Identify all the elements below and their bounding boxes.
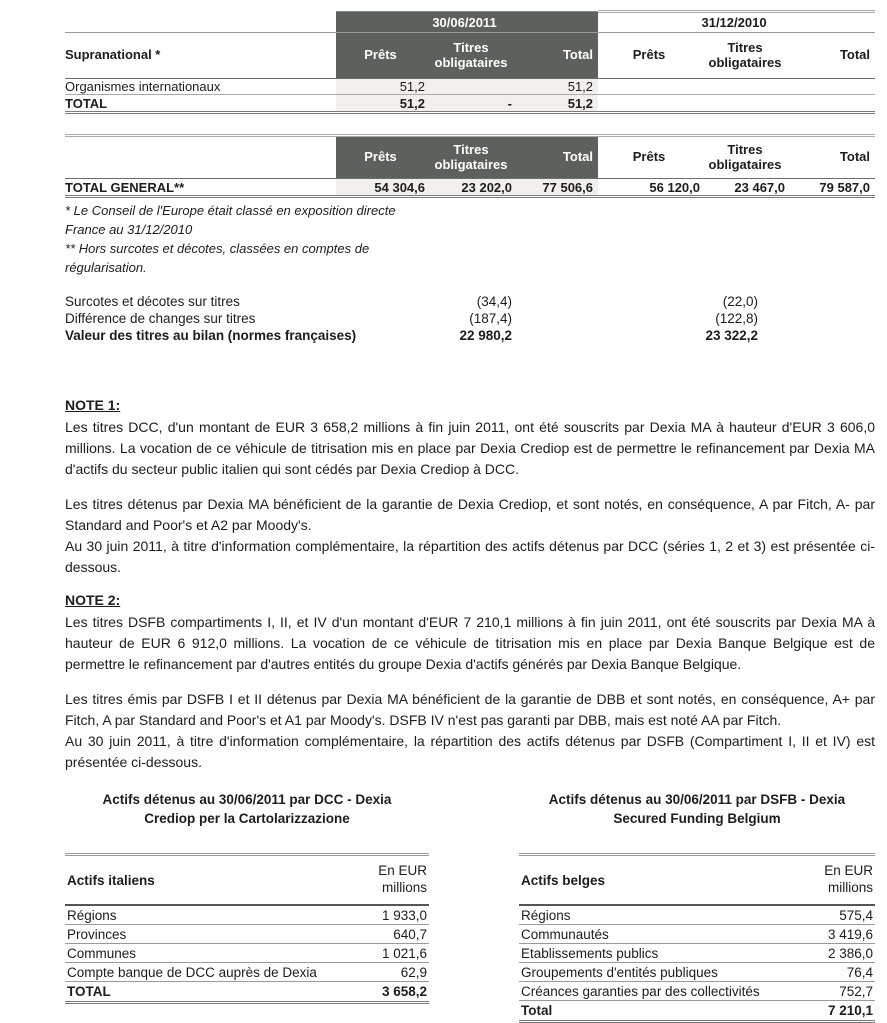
row-value: 640,7 [355,925,429,944]
adjustment-value-2011: 22 980,2 [459,328,512,344]
table-total-row [65,95,875,113]
table-row [519,944,875,963]
dcc-assets-table [65,791,429,1023]
bottom-tables [65,791,875,1023]
total-general-table [65,134,875,198]
adjustment-value-2010: (22,0) [722,294,758,310]
row-label: Régions [519,905,801,925]
cell [790,79,875,95]
column-header-row [65,33,875,79]
note-1-paragraph: Au 30 juin 2011, à titre d'information complémentaire, la répartition des actifs détenus par DCC (séries 1, 2 et 3) est présentée ci-dessous. [65,538,875,576]
cell [705,79,790,95]
dcc-header-row [65,855,429,906]
table-row [65,925,429,944]
cell: 51,2 [517,79,598,95]
empty-cell [65,12,336,33]
cell: 51,2 [336,79,430,95]
col-prets-2011: Prêts [336,33,430,79]
adjustment-label: Valeur des titres au bilan (normes françaises) [65,328,357,344]
col-titres-2011: Titres obligataires [430,136,517,179]
adjustment-row-total [65,327,875,344]
note-2 [65,592,875,773]
note-2-paragraph: Les titres émis par DSFB I et II détenus par Dexia MA bénéficient de la garantie de DBB et sont notés, en conséquence, A+ par Fitch, A par Standard and Poor's et A1 par Moody's. DSFB IV n'est pas garanti par DBB, mais est noté AA par Fitch. [65,691,875,729]
period-header-row [65,12,875,33]
row-label: TOTAL GENERAL** [65,179,336,197]
col-prets-2010: Prêts [598,136,705,179]
dsfb-assets-table [519,791,875,1023]
table-row [65,905,429,925]
cell: - [430,95,517,113]
table-row [519,925,875,944]
row-label: Régions [65,905,355,925]
table-row [519,905,875,925]
row-label: Provinces [65,925,355,944]
adjustment-row [65,293,875,310]
note-2-heading: NOTE 2: [65,592,121,609]
table-row [519,963,875,982]
cell: 79 587,0 [790,179,875,197]
dcc-header-label: Actifs italiens [65,855,355,906]
cell [430,79,517,95]
row-label: Communautés [519,925,801,944]
row-value: 1 933,0 [355,905,429,925]
period-2011-header: 30/06/2011 [336,12,598,33]
dsfb-header-label: Actifs belges [519,855,801,906]
row-value: 575,4 [801,905,875,925]
note-1 [65,397,875,578]
col-titres-2010: Titres obligataires [705,136,790,179]
cell: 54 304,6 [336,179,430,197]
empty-cell [65,136,336,179]
table-total-row [519,1001,875,1022]
dsfb-table-title: Actifs détenus au 30/06/2011 par DSFB - Dexia Secured Funding Belgium [548,792,846,827]
col-total-2010: Total [790,136,875,179]
period-2010-header: 31/12/2010 [598,12,875,33]
col-titres-2011: Titres obligataires [430,33,517,79]
col-titres-2010: Titres obligataires [705,33,790,79]
row-label: TOTAL [65,95,336,113]
note-1-heading: NOTE 1: [65,397,121,414]
col-total-2010: Total [790,33,875,79]
row-label: Groupements d'entités publiques [519,963,801,982]
total-label: TOTAL [65,982,355,1003]
cell [598,95,705,113]
footnote-2: ** Hors surcotes et décotes, classées en comptes de régularisation. [65,240,370,275]
note-2-paragraph: Au 30 juin 2011, à titre d'information complémentaire, la répartition des actifs détenus par DSFB (Compartiment I, II et IV) est présentée ci-dessous. [65,733,875,771]
adjustment-value-2010: 23 322,2 [705,328,758,344]
cell [598,79,705,95]
cell: 23 202,0 [430,179,517,197]
row-value: 1 021,6 [355,944,429,963]
adjustment-row [65,310,875,327]
table1-row-label-header: Supranational * [65,33,336,79]
cell: 56 120,0 [598,179,705,197]
adjustment-value-2010: (122,8) [715,311,758,327]
col-total-2011: Total [517,33,598,79]
row-label: Compte banque de DCC auprès de Dexia [65,963,355,982]
cell [705,95,790,113]
adjustment-label: Surcotes et décotes sur titres [65,294,240,310]
table-row [65,944,429,963]
dcc-header-unit: En EUR millions [355,855,429,906]
table-row [519,982,875,1001]
row-label: Communes [65,944,355,963]
total-label: Total [519,1001,801,1022]
footnote-1: * Le Conseil de l'Europe était classé en exposition directe France au 31/12/2010 [65,203,396,237]
row-label: Etablissements publics [519,944,801,963]
total-value: 7 210,1 [801,1001,875,1022]
dsfb-header-unit: En EUR millions [801,855,875,906]
table-row [65,79,875,95]
adjustment-label: Différence de changes sur titres [65,311,256,327]
col-prets-2011: Prêts [336,136,430,179]
row-value: 2 386,0 [801,944,875,963]
row-label: Créances garanties par des collectivités [519,982,801,1001]
footnotes [65,202,435,277]
cell [790,95,875,113]
col-total-2011: Total [517,136,598,179]
row-value: 62,9 [355,963,429,982]
note-2-paragraph: Les titres DSFB compartiments I, II, et IV d'un montant d'EUR 7 210,1 millions à fin juin 2011, ont été souscrits par Dexia MA à hauteur de EUR 6 912,0 millions. La vocation de ce véhicule de titrisation mis en place par Dexia Banque Belgique est de permettre le refinancement par d'autres entités du groupe Dexia d'actifs générés par Dexia Banque Belgique. [65,614,875,673]
total-general-row [65,179,875,197]
row-value: 3 419,6 [801,925,875,944]
column-header-row [65,136,875,179]
total-value: 3 658,2 [355,982,429,1003]
adjustments-section [65,293,875,344]
cell: 77 506,6 [517,179,598,197]
cell: 23 467,0 [705,179,790,197]
adjustment-value-2011: (34,4) [476,294,512,310]
table-row [65,963,429,982]
cell: 51,2 [336,95,430,113]
dcc-table-title: Actifs détenus au 30/06/2011 par DCC - Dexia Crediop per la Cartolarizzazione [102,792,392,827]
note-1-paragraph: Les titres détenus par Dexia MA bénéficient de la garantie de Dexia Crediop, et sont notés, en conséquence, A par Fitch, A- par Standard and Poor's et A2 par Moody's. [65,496,875,534]
cell: 51,2 [517,95,598,113]
supranational-table [65,10,875,114]
note-1-paragraph: Les titres DCC, d'un montant de EUR 3 658,2 millions à fin juin 2011, ont été souscrits par Dexia MA à hauteur d'EUR 3 606,0 millions. La vocation de ce véhicule de titrisation mis en place par Dexia Crediop est de permettre le refinancement par Dexia MA d'actifs du secteur public italien qui sont cédés par Dexia Crediop à DCC. [65,419,875,478]
row-label: Organismes internationaux [65,79,336,95]
col-prets-2010: Prêts [598,33,705,79]
dsfb-header-row [519,855,875,906]
row-value: 752,7 [801,982,875,1001]
adjustment-value-2011: (187,4) [469,311,512,327]
table-total-row [65,982,429,1003]
row-value: 76,4 [801,963,875,982]
